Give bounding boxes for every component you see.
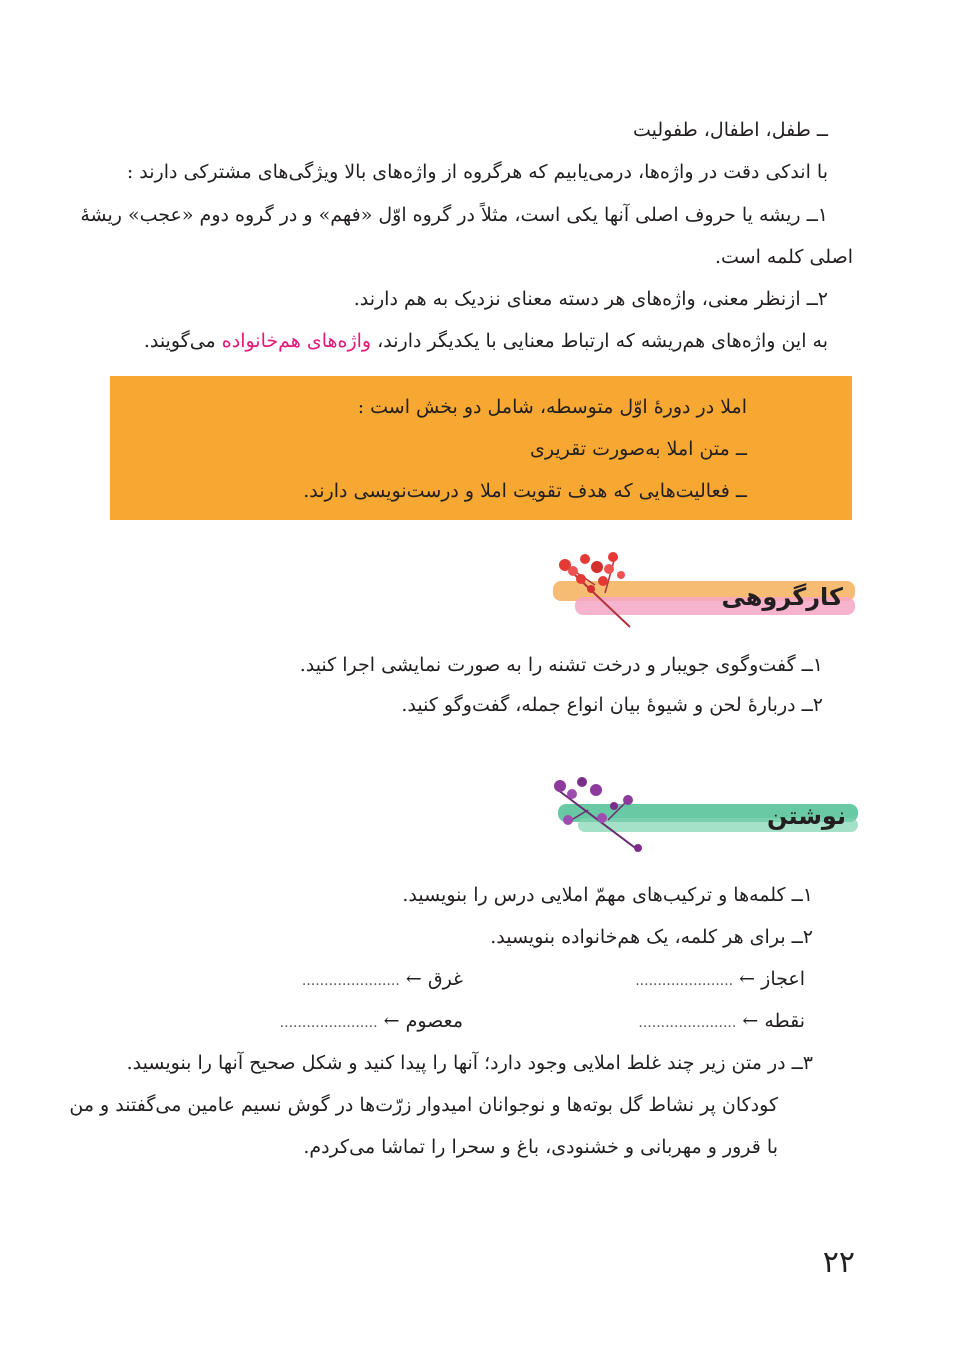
note-line-2: ــ متن املا به‌صورت تقریری xyxy=(530,438,747,460)
family-words-term: واژه‌های هم‌خانواده xyxy=(221,330,372,352)
dictation-note-box xyxy=(110,376,852,520)
writing-item-2: ۲ــ برای هر کلمه، یک هم‌خانواده بنویسید. xyxy=(490,926,813,948)
word-ejaz: اعجاز xyxy=(761,968,805,990)
passage-line-1: کودکان پر نشاط گل بوته‌ها و نوجوانان امیدوار زرّت‌ها در گوش نسیم عامین می‌گفتند و من xyxy=(69,1094,778,1116)
note-line-3: ــ فعالیت‌هایی که هدف تقویت املا و درست‌نویسی دارند. xyxy=(303,480,747,502)
groupwork-item-2: ۲ــ دربارهٔ لحن و شیوهٔ بیان انواع جمله، گفت‌وگو کنید. xyxy=(401,694,823,716)
writing-banner xyxy=(538,760,858,855)
intro-line-5: ۲ــ ازنظر معنی، واژه‌های هر دسته معنای نزدیک به هم دارند. xyxy=(353,288,828,310)
arrow-left-icon: ← xyxy=(739,968,756,990)
intro-line-3: ۱ــ ریشه یا حروف اصلی آنها یکی است، مثلاً در گروه اوّل «فهم» و در گروه دوم «عجب» ریشهٔ xyxy=(80,204,828,226)
answer-blank[interactable]: ...................... xyxy=(638,1015,737,1031)
answer-blank[interactable]: ...................... xyxy=(301,973,400,989)
intro-line-6-start: به این واژه‌های هم‌ریشه که ارتباط معنایی با یکدیگر دارند، xyxy=(377,330,828,352)
page-number: ۲۲ xyxy=(822,1245,855,1280)
intro-line-2: با اندکی دقت در واژه‌ها، درمی‌یابیم که هرگروه از واژه‌های بالا ویژگی‌های مشترکی دارند : xyxy=(126,161,828,183)
writing-item-3: ۳ــ در متن زیر چند غلط املایی وجود دارد؛ آنها را پیدا کنید و شکل صحیح آنها را بنویسید. xyxy=(126,1052,813,1074)
word-row-1b xyxy=(302,964,463,996)
arrow-left-icon: ← xyxy=(383,1010,400,1032)
word-row-2b xyxy=(280,1006,463,1038)
intro-line-6-end: می‌گویند. xyxy=(143,330,216,352)
writing-item-1: ۱ــ کلمه‌ها و ترکیب‌های مهمّ املایی درس را بنویسید. xyxy=(402,884,813,906)
word-noqte: نقطه xyxy=(764,1010,805,1032)
note-line-1: املا در دورهٔ اوّل متوسطه، شامل دو بخش است : xyxy=(357,396,747,418)
intro-line-6 xyxy=(144,326,828,356)
groupwork-banner xyxy=(535,545,855,640)
groupwork-title: کارگروهی xyxy=(721,583,843,611)
word-masum: معصوم xyxy=(405,1010,463,1032)
arrow-left-icon: ← xyxy=(405,968,422,990)
intro-line-1: ــ طفل، اطفال، طفولیت xyxy=(633,119,828,141)
answer-blank[interactable]: ...................... xyxy=(279,1015,378,1031)
word-row-1a xyxy=(635,964,805,996)
arrow-left-icon: ← xyxy=(742,1010,759,1032)
passage-line-2: با قرور و مهربانی و خشنودی، باغ و سحرا را تماشا می‌کردم. xyxy=(303,1136,778,1158)
intro-line-4: اصلی کلمه است. xyxy=(714,246,853,268)
word-gharq: غرق xyxy=(427,968,463,990)
groupwork-item-1: ۱ــ گفت‌وگوی جویبار و درخت تشنه را به صورت نمایشی اجرا کنید. xyxy=(299,654,823,676)
answer-blank[interactable]: ...................... xyxy=(635,973,734,989)
writing-title: نوشتن xyxy=(766,802,846,830)
word-row-2a xyxy=(638,1006,805,1038)
